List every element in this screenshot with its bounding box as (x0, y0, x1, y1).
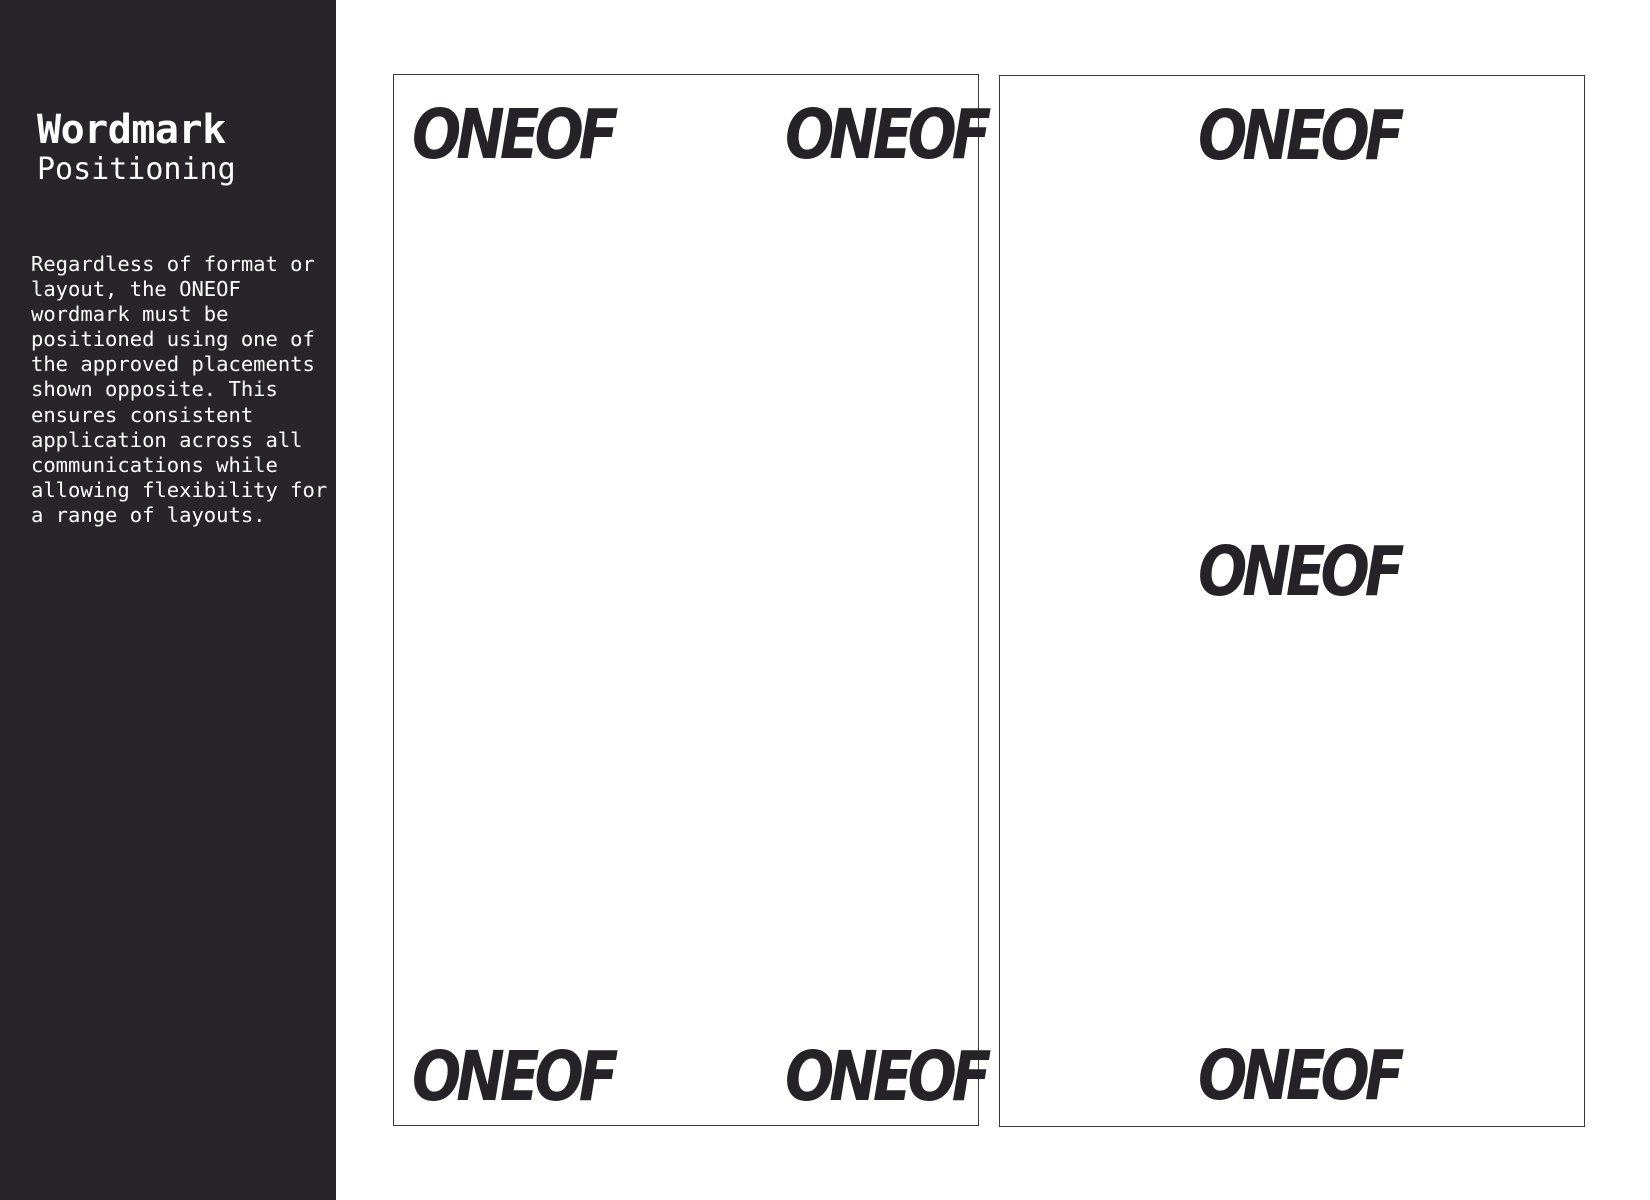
sidebar (0, 0, 336, 1200)
wordmark-bottom-left: ONEOF (412, 1036, 614, 1117)
wordmark-bottom-center: ONEOF (1198, 1035, 1400, 1116)
layout-panel-corners (393, 74, 987, 1126)
wordmark-bottom-right: ONEOF (785, 1036, 987, 1117)
wordmark-top-right: ONEOF (785, 94, 987, 175)
page-subtitle: Positioning (37, 152, 236, 187)
description-text: Regardless of format or layout, the ONEOF wordmark must be positioned using one of the approved placements shown opposite. This ensures consistent application across all communications while allowing flexibility for a range of layouts. (31, 252, 328, 527)
wordmark-top-left: ONEOF (412, 94, 614, 175)
layout-panel-centered (999, 75, 1585, 1127)
wordmark-middle-center: ONEOF (1198, 531, 1400, 612)
wordmark-top-center: ONEOF (1198, 95, 1400, 176)
page-title: Wordmark (37, 107, 226, 153)
